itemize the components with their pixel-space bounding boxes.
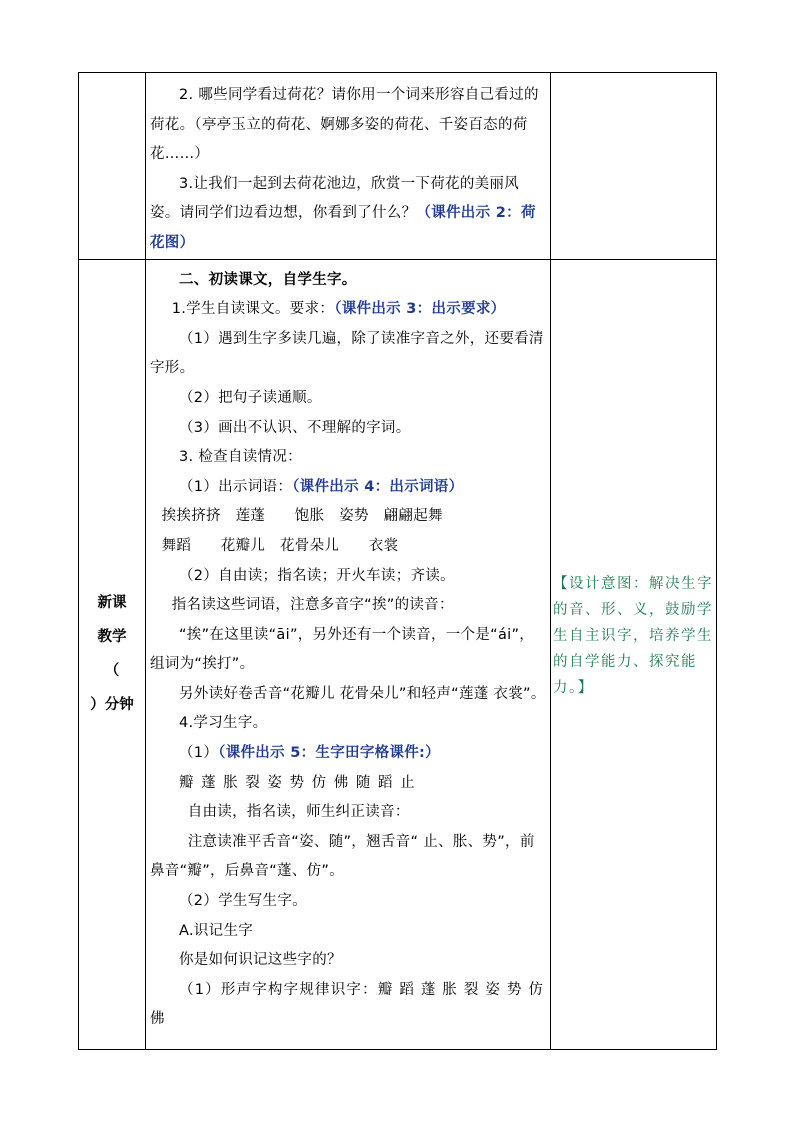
step-4: 4.学习生字。 — [179, 715, 268, 732]
label-cell-empty — [79, 73, 146, 260]
step-4-last: （1）形声字构字规律识字：瓣 蹈 蓬 胀 裂 姿 势 仿佛 — [150, 981, 545, 1028]
section-heading: 二、初读课文，自学生字。 — [179, 271, 357, 288]
pronunciation-note: 注意读准平舌音“姿、随”，翘舌音“ 止、胀、势”，前鼻音“瓣”，后鼻音“蓬、仿”。 — [150, 833, 535, 880]
step3-text: 3.让我们一起到去荷花池边，欣赏一下荷花的美丽风姿。请同学们边看边想，你看到了什么？ — [150, 175, 520, 222]
teaching-content-cell — [146, 259, 551, 1049]
section-label: 教学 — [97, 629, 127, 646]
step-3-4: “挨”在这里读“āi”，另外还有一个读音，一个是“ái”，组词为“挨打”。 — [150, 626, 535, 673]
step-3-2: （2）自由读；指名读；开火车读；齐读。 — [179, 567, 455, 584]
courseware-note: （课件出示 3：出示要求） — [334, 301, 506, 318]
step-3-1 — [150, 473, 546, 503]
design-cell-empty — [551, 73, 717, 260]
step-3-3: 指名读这些词语，注意多音字“挨”的读音： — [171, 597, 454, 614]
step1-text: 1.学生自读课文。要求： — [171, 301, 335, 318]
new-characters: 瓣 蓬 胀 裂 姿 势 仿 佛 随 蹈 止 — [179, 774, 417, 791]
intro-content-cell — [146, 73, 551, 260]
step-4-1 — [150, 739, 546, 769]
requirement-3: （3）画出不认识、不理解的字词。 — [179, 419, 411, 436]
requirement-2: （2）把句子读通顺。 — [179, 389, 322, 406]
reading-instruction: 自由读，指名读，师生纠正读音： — [187, 804, 410, 821]
courseware-note: （课件出示 2：荷花图） — [150, 205, 536, 251]
section-label: （ — [104, 663, 120, 680]
step-4-question: 你是如何识记这些字的？ — [179, 952, 342, 969]
question-2: 2. 哪些同学看过荷花？请你用一个词来形容自己看过的荷花。（亭亭玉立的荷花、婀娜多姿的荷花、千姿百态的荷花……） — [150, 87, 539, 163]
design-intent-cell — [551, 259, 717, 1049]
requirement-1: （1）遇到生字多读几遍，除了读准字音之外，还要看清字形。 — [150, 330, 544, 377]
word-list-row-2: 舞蹈 花瓣儿 花骨朵儿 衣裳 — [161, 537, 399, 554]
courseware-note: （课件出示 4：出示词语） — [292, 478, 464, 495]
step4-1-prefix: （1） — [179, 745, 219, 762]
section-label: ）分钟 — [90, 697, 134, 714]
question-3 — [150, 170, 546, 259]
word-list-row-1: 挨挨挤挤 莲蓬 饱胀 姿势 翩翩起舞 — [161, 508, 443, 525]
section-label-cell — [79, 259, 146, 1049]
step3-1-text: （1）出示词语： — [179, 478, 293, 495]
design-intent: 【设计意图：解决生字的音、形、义，鼓励学生自主识字，培养学生的自学能力、探究能力。】 — [553, 576, 713, 697]
section-label: 新课 — [97, 595, 127, 612]
step-1 — [150, 295, 546, 325]
step-4-a: A.识记生字 — [179, 922, 254, 939]
table-row — [79, 73, 717, 260]
table-row — [79, 259, 717, 1049]
lesson-plan-table — [78, 72, 717, 1050]
step-3-5: 另外读好卷舌音“花瓣儿 花骨朵儿”和轻声“莲蓬 衣裳”。 — [179, 685, 546, 702]
step-4-2: （2）学生写生字。 — [179, 893, 307, 910]
step-3: 3. 检查自读情况： — [179, 449, 302, 466]
courseware-note: （课件出示 5：生字田字格课件:） — [218, 745, 440, 762]
